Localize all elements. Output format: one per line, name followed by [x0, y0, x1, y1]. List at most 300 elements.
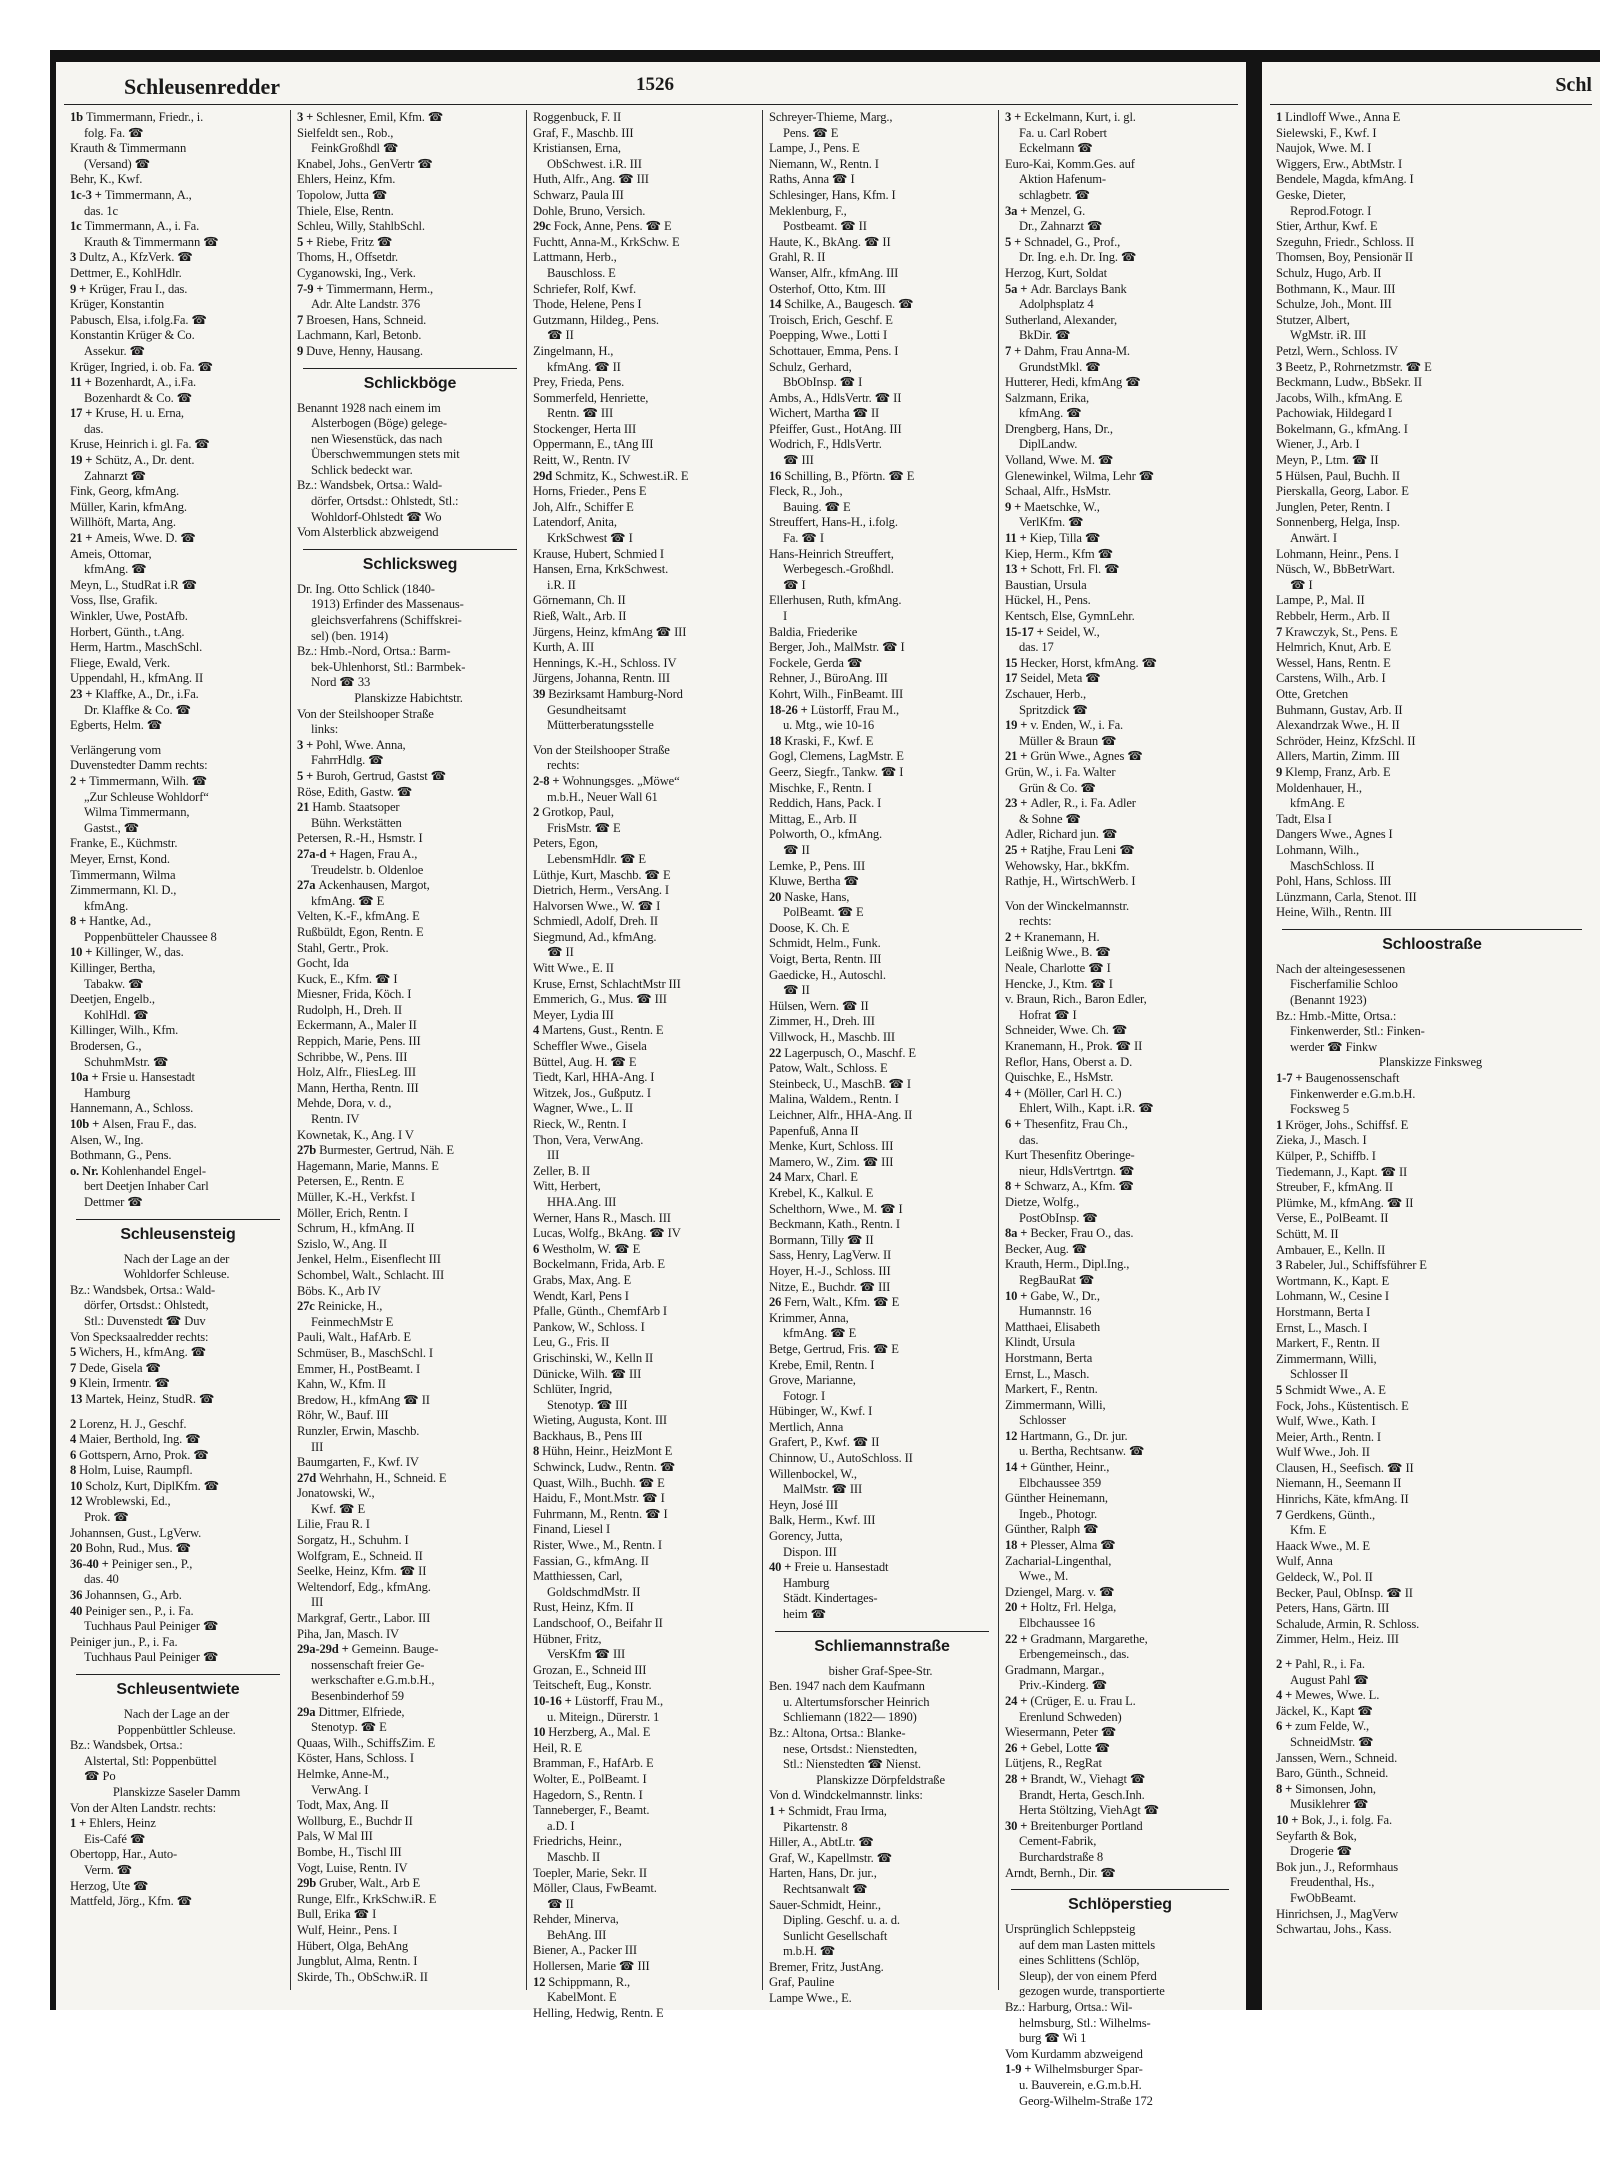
- street-note: Nach der Lage an der: [123, 1707, 230, 1721]
- entry-continuation: Maschb. II: [547, 1849, 601, 1864]
- entry-continuation: Stl.: Nienstedten ☎ Nienst.: [783, 1757, 921, 1772]
- house-number: 1 +: [70, 1816, 90, 1831]
- directory-entry: Mittag, E., Arb. II: [769, 811, 857, 826]
- directory-entry: Gradmann, Margar.,: [1005, 1662, 1105, 1677]
- directory-entry: Volland, Wwe. M. ☎: [1005, 453, 1114, 468]
- entry-continuation: Aktion Hafenum-: [1019, 172, 1106, 187]
- directory-entry: [70, 1345, 286, 1361]
- directory-entry: Plümke, M., kfmAng. ☎ II: [1276, 1195, 1414, 1210]
- directory-entry: Bz.: Wandsbek, Ortsa.: Wald-: [297, 478, 443, 493]
- directory-entry: Zimmer, Helm., Heiz. III: [1276, 1632, 1399, 1647]
- entry-continuation: Fischerfamilie Schloo: [1290, 977, 1398, 992]
- house-number: 21: [297, 800, 313, 815]
- entry-text: Hantke, Ad.,: [89, 914, 152, 929]
- directory-entry: Rebbelr, Herm., Arb. II: [1276, 609, 1390, 623]
- entry-text: Schmitz, K., Schwest.iR. E: [555, 468, 689, 483]
- entry-continuation: u. Altertumsforscher Heinrich: [783, 1694, 930, 1709]
- directory-entry: Villwock, H., Maschb. III: [769, 1030, 895, 1045]
- directory-entry: Steinbeck, U., MaschB. ☎ I: [769, 1076, 911, 1091]
- directory-entry: Wieting, Augusta, Kont. III: [533, 1413, 667, 1428]
- directory-entry: Dohle, Bruno, Versich.: [533, 203, 646, 218]
- entry-continuation: Cement-Fabrik,: [1019, 1834, 1097, 1849]
- entry-continuation: ☎ I: [1290, 577, 1313, 592]
- entry-continuation: & Sohne ☎: [1019, 811, 1081, 826]
- directory-entry: [70, 250, 286, 266]
- entry-text: Breitenburger Portland: [1030, 1818, 1143, 1833]
- entry-continuation: eines Schlittens (Schlöp,: [1019, 1953, 1140, 1968]
- house-number: 21 +: [70, 531, 96, 546]
- directory-entry: Zeller, B. II: [533, 1163, 590, 1178]
- house-number: 19 +: [70, 453, 96, 468]
- house-number: 21 +: [1005, 749, 1031, 764]
- entry-continuation: Ehlert, Wilh., Kapt. i.R. ☎: [1019, 1101, 1154, 1116]
- house-number: 26 +: [1005, 1740, 1031, 1755]
- directory-entry: Krüger, Ingried, i. ob. Fa. ☎: [70, 359, 214, 374]
- directory-entry: [533, 1694, 759, 1710]
- directory-entry: Latendorf, Anita,: [533, 515, 617, 530]
- directory-entry: Wulf, Wwe., Kath. I: [1276, 1414, 1376, 1429]
- directory-entry: [1276, 1719, 1588, 1735]
- entry-continuation: Rechtsanwalt ☎: [783, 1881, 868, 1896]
- directory-entry: Osterhof, Otto, Ktm. III: [769, 281, 886, 296]
- entry-continuation: kfmAng. ☎ E: [783, 1326, 857, 1341]
- entry-continuation: m.b.H. ☎: [783, 1944, 836, 1959]
- directory-entry: Jäckel, K., Kapt ☎: [1276, 1703, 1373, 1718]
- directory-entry: Vogt, Luise, Rentn. IV: [297, 1860, 408, 1875]
- directory-entry: Peters, Hans, Gärtn. III: [1276, 1601, 1390, 1616]
- house-number: 3a +: [1005, 203, 1031, 218]
- entry-text: Fern, Walt., Kfm. ☎ E: [784, 1295, 900, 1310]
- directory-entry: Ernst, L., Masch. I: [1276, 1320, 1368, 1335]
- entry-text: Thesenfitz, Frau Ch.,: [1024, 1117, 1128, 1131]
- entry-text: Broesen, Hans, Schneid.: [306, 312, 427, 327]
- directory-entry: Herzog, Kurt, Soldat: [1005, 265, 1107, 280]
- directory-entry: Streuber, F., kfmAng. II: [1276, 1180, 1393, 1195]
- directory-entry: [533, 1444, 759, 1460]
- directory-entry: Zimmer, H., Dreh. III: [769, 1014, 875, 1029]
- directory-entry: Becker, Paul, ObInsp. ☎ II: [1276, 1585, 1413, 1600]
- house-number: 9: [1276, 764, 1286, 779]
- directory-entry: Fuhrmann, M., Rentn. ☎ I: [533, 1506, 668, 1521]
- directory-entry: Holz, Alfr., FliesLeg. III: [297, 1065, 416, 1080]
- directory-entry: Herm, Hartm., MaschSchl.: [70, 640, 203, 655]
- directory-entry: Seelke, Heinz, Kfm. ☎ II: [297, 1564, 427, 1579]
- directory-entry: Wulf, Heinr., Pens. I: [297, 1922, 398, 1937]
- house-number: 24: [769, 1170, 785, 1185]
- directory-entry: Papenfuß, Anna II: [769, 1123, 859, 1138]
- directory-entry: Skirde, Th., ObSchw.iR. II: [297, 1969, 428, 1984]
- entry-continuation: FwObBeamt.: [1290, 1890, 1357, 1905]
- house-number: 9: [297, 343, 307, 358]
- directory-entry: [70, 1432, 286, 1448]
- entry-text: Maier, Berthold, Ing. ☎: [79, 1432, 201, 1447]
- directory-entry: [297, 1642, 523, 1658]
- directory-entry: Bz.: Harburg, Ortsa.: Wil-: [1005, 2000, 1133, 2015]
- entry-text: Plesser, Alma ☎: [1030, 1538, 1116, 1553]
- directory-entry: [1276, 1813, 1588, 1829]
- directory-entry: Ambs, A., HdlsVertr. ☎ II: [769, 390, 902, 405]
- directory-entry: Gaedicke, H., Autoschl.: [769, 967, 886, 982]
- directory-entry: Szislo, W., Ang. II: [297, 1236, 387, 1251]
- house-number: 1: [1276, 110, 1286, 124]
- house-number: 1c-3 +: [70, 187, 105, 202]
- directory-entry: Tadt, Elsa I: [1276, 811, 1332, 826]
- entry-text: (Möller, Carl H. C.): [1024, 1085, 1122, 1100]
- entry-continuation: burg ☎ Wi 1: [1019, 2031, 1087, 2046]
- directory-entry: Görnemann, Ch. II: [533, 593, 626, 608]
- entry-continuation: Georg-Wilhelm-Straße 172: [1019, 2093, 1153, 2108]
- directory-entry: [70, 1604, 286, 1620]
- entry-text: Ackenhausen, Margot,: [318, 878, 430, 893]
- entry-text: Gebel, Lotte ☎: [1030, 1740, 1111, 1755]
- directory-entry: [70, 1417, 286, 1433]
- entry-text: Gottspern, Arno, Prok. ☎: [79, 1447, 209, 1462]
- entry-text: Hecker, Horst, kfmAng. ☎: [1020, 655, 1158, 670]
- directory-entry: Bockelmann, Frida, Arb. E: [533, 1257, 665, 1272]
- house-number: 9 +: [1005, 499, 1025, 514]
- directory-entry: [1005, 282, 1235, 298]
- entry-text: zum Felde, W.,: [1295, 1719, 1369, 1734]
- directory-entry: Hans-Heinrich Streuffert,: [769, 546, 894, 561]
- entry-continuation: kfmAng. ☎ E: [311, 893, 385, 908]
- directory-entry: Winkler, Uwe, PostAfb.: [70, 609, 188, 623]
- directory-entry: Thon, Vera, VerwAng.: [533, 1132, 644, 1147]
- directory-entry: Hannemann, A., Schloss.: [70, 1101, 194, 1116]
- entry-text: Bezirksamt Hamburg-Nord: [548, 686, 683, 701]
- directory-entry: Haack Wwe., M. E: [1276, 1538, 1370, 1553]
- directory-entry: Arndt, Bernh., Dir. ☎: [1005, 1865, 1116, 1880]
- directory-entry: [297, 1299, 523, 1315]
- entry-continuation: Humannstr. 16: [1019, 1304, 1092, 1319]
- next-page-column: [1270, 110, 1592, 1990]
- directory-entry: Leu, G., Fris. II: [533, 1335, 610, 1350]
- entry-continuation: kfmAng. E: [1290, 796, 1345, 811]
- directory-entry: Ameis, Ottomar,: [70, 546, 152, 561]
- entry-continuation: nieur, HdlsVertrtgn. ☎: [1019, 1163, 1135, 1178]
- directory-entry: Müller, K.-H., Verkfst. I: [297, 1190, 415, 1204]
- entry-text: Timmermann, Wilh. ☎: [89, 773, 208, 788]
- directory-entry: [70, 1557, 286, 1573]
- house-number: 16: [769, 468, 785, 483]
- directory-entry: Graf, Pauline: [769, 1975, 835, 1990]
- entry-continuation: Alstertal, Stl: Poppenbüttel: [84, 1753, 217, 1768]
- entry-text: Hühn, Heinr., HeizMont E: [542, 1444, 673, 1459]
- directory-entry: [1005, 671, 1235, 687]
- entry-text: Bohn, Rud., Mus. ☎: [85, 1541, 192, 1556]
- directory-entry: Gutzmann, Hildeg., Pens.: [533, 312, 659, 327]
- house-number: 14: [769, 297, 785, 312]
- directory-entry: Hagedorn, S., Rentn. I: [533, 1787, 643, 1802]
- directory-entry: Beckmann, Kath., Rentn. I: [769, 1217, 900, 1232]
- entry-continuation: links:: [311, 722, 339, 737]
- directory-entry: Lampe, J., Pens. E: [769, 141, 860, 156]
- directory-entry: Sass, Henry, LagVerw. II: [769, 1248, 892, 1263]
- entry-text: Klemp, Franz, Arb. E: [1285, 764, 1391, 779]
- entry-continuation: KabelMont. E: [547, 1990, 617, 2005]
- directory-entry: Nitze, E., Buchdr. ☎ III: [769, 1279, 891, 1294]
- directory-entry: Jenkel, Helm., Eisenflecht III: [297, 1252, 441, 1267]
- directory-entry: [70, 1070, 286, 1086]
- entry-text: Reinicke, H.,: [317, 1299, 383, 1314]
- entry-text: Duve, Henny, Hausang.: [306, 343, 423, 358]
- directory-entry: Streuffert, Hans-H., i.folg.: [769, 515, 898, 530]
- entry-continuation: Alsterbogen (Böge) gelege-: [311, 416, 447, 431]
- entry-continuation: GrundstMkl. ☎: [1019, 359, 1101, 374]
- house-number: 17 +: [70, 406, 96, 421]
- entry-continuation: Elbchaussee 16: [1019, 1616, 1095, 1630]
- directory-entry: Naujok, Wwe. M. I: [1276, 141, 1372, 156]
- directory-entry: Rußbüldt, Egon, Rentn. E: [297, 924, 424, 939]
- entry-continuation: MalMstr. ☎ III: [783, 1482, 862, 1497]
- entry-continuation: Prok. ☎: [84, 1510, 129, 1525]
- directory-entry: Zschauer, Herb.,: [1005, 686, 1087, 701]
- house-number: 3 +: [297, 737, 317, 752]
- entry-continuation: Finkenwerder, Stl.: Finken-: [1290, 1024, 1425, 1039]
- directory-entry: Grahl, R. II: [769, 250, 826, 265]
- house-number: 8 +: [1276, 1781, 1296, 1796]
- directory-entry: [1276, 1258, 1588, 1274]
- entry-continuation: FrisMstr. ☎ E: [547, 820, 621, 835]
- house-number: 15: [1005, 655, 1021, 670]
- entry-continuation: Besenbinderhof 59: [311, 1689, 404, 1703]
- entry-continuation: VerwAng. I: [311, 1782, 369, 1797]
- entry-continuation: u. Mtg., wie 10-16: [783, 718, 875, 733]
- directory-entry: Lünzmann, Carla, Stenot. III: [1276, 889, 1417, 904]
- house-number: 3 +: [297, 110, 317, 124]
- entry-continuation: Priv.-Kinderg. ☎: [1019, 1678, 1108, 1693]
- directory-entry: [1005, 1538, 1235, 1554]
- house-number: 9: [70, 1376, 80, 1391]
- directory-entry: Miesner, Frida, Köch. I: [297, 987, 412, 1002]
- directory-entry: Poepping, Wwe., Lotti I: [769, 328, 888, 343]
- directory-entry: Verse, E., PolBeamt. II: [1276, 1211, 1389, 1226]
- directory-entry: [769, 1295, 995, 1311]
- entry-continuation: ☎ Po: [84, 1769, 116, 1784]
- street-heading: Schleusensteig: [76, 1219, 280, 1248]
- directory-entry: Geske, Dieter,: [1276, 187, 1346, 202]
- street-heading: Schloostraße: [1282, 929, 1582, 958]
- directory-entry: Schriefer, Rolf, Kwf.: [533, 281, 637, 296]
- house-number: 2-8 +: [533, 773, 563, 788]
- house-number: 10: [70, 1478, 86, 1493]
- directory-entry: Lampe, P., Mal. II: [1276, 593, 1365, 608]
- directory-entry: [1005, 1289, 1235, 1305]
- house-number: 23 +: [70, 686, 96, 701]
- entry-continuation: Hamburg: [783, 1575, 830, 1590]
- directory-column-5: [998, 110, 1239, 2108]
- entry-text: Wilhelmsburger Spar-: [1034, 2062, 1143, 2077]
- directory-entry: Hutterer, Hedi, kfmAng ☎: [1005, 375, 1141, 390]
- house-number: 29c: [533, 219, 554, 234]
- house-number: 1-9 +: [1005, 2062, 1035, 2077]
- house-number: 5 +: [1005, 234, 1025, 249]
- entry-continuation: m.b.H., Neuer Wall 61: [547, 789, 658, 804]
- directory-entry: Schwartau, Johs., Kass.: [1276, 1922, 1392, 1937]
- directory-entry: Stier, Arthur, Kwf. E: [1276, 219, 1378, 234]
- directory-entry: Hinrichs, Käte, kfmAng. II: [1276, 1492, 1409, 1507]
- entry-continuation: a.D. I: [547, 1818, 575, 1833]
- entry-continuation: ObSchwest. i.R. III: [547, 156, 642, 171]
- entry-text: Timmermann, A.,: [104, 187, 192, 202]
- directory-entry: Müller, Karin, kfmAng.: [70, 499, 187, 514]
- entry-continuation: Treudelstr. b. Oldenloe: [311, 862, 424, 877]
- house-number: 6: [533, 1241, 543, 1256]
- directory-entry: v. Braun, Rich., Baron Edler,: [1005, 992, 1147, 1007]
- directory-entry: Schalude, Armin, R. Schloss.: [1276, 1616, 1420, 1631]
- entry-continuation: gezogen wurde, transportierte: [1019, 1984, 1165, 1999]
- directory-entry: Lachmann, Karl, Betonb.: [297, 328, 422, 343]
- entry-continuation: „Zur Schleuse Wohldorf“: [84, 789, 209, 804]
- entry-continuation: Brandt, Herta, Gesch.Inh.: [1019, 1787, 1145, 1802]
- directory-entry: Becker, Aug. ☎: [1005, 1241, 1088, 1256]
- directory-entry: [70, 1392, 286, 1408]
- entry-continuation: BehAng. III: [547, 1927, 607, 1942]
- street-note: Planskizze Finksweg: [1378, 1055, 1483, 1070]
- directory-entry: Dietrich, Herm., VersAng. I: [533, 883, 669, 898]
- entry-continuation: III: [547, 1148, 560, 1163]
- directory-entry: Geldeck, W., Pol. II: [1276, 1570, 1373, 1585]
- directory-entry: Stutzer, Albert,: [1276, 312, 1350, 327]
- entry-continuation: VersKfm ☎ III: [547, 1647, 626, 1662]
- directory-entry: Quaas, Wilh., SchiffsZim. E: [297, 1735, 436, 1750]
- directory-entry: Topolow, Jutta ☎: [297, 187, 388, 202]
- house-number: 6 +: [1005, 1117, 1025, 1131]
- directory-entry: [1005, 1460, 1235, 1476]
- directory-entry: Schneider, Wwe. Ch. ☎: [1005, 1023, 1128, 1038]
- directory-entry: Zacharial-Lingenthal,: [1005, 1553, 1112, 1568]
- directory-entry: Kranemann, H., Prok. ☎ II: [1005, 1039, 1143, 1054]
- directory-entry: Bz.: Hmb.-Mitte, Ortsa.:: [1276, 1008, 1397, 1023]
- directory-entry: Büttel, Aug. H. ☎ E: [533, 1054, 637, 1069]
- directory-entry: Lemke, P., Pens. III: [769, 858, 865, 873]
- directory-entry: Harten, Hans, Dr. jur.,: [769, 1866, 877, 1881]
- directory-entry: Petersen, R.-H., Hsmstr. I: [297, 831, 423, 846]
- house-number: 29b: [297, 1876, 320, 1891]
- directory-entry: Graf, W., Kapellmstr. ☎: [769, 1850, 893, 1865]
- entry-continuation: schlagbetr. ☎: [1019, 187, 1091, 202]
- directory-entry: Huth, Alfr., Ang. ☎ III: [533, 172, 649, 187]
- entry-continuation: GoldschmdMstr. II: [547, 1584, 641, 1599]
- street-heading: Schlöperstieg: [1011, 1889, 1229, 1918]
- entry-continuation: Tuchhaus Paul Peiniger ☎: [84, 1650, 219, 1665]
- entry-text: Adler, R., i. Fa. Adler: [1030, 796, 1136, 811]
- directory-entry: Vom Kurdamm abzweigend: [1005, 2046, 1143, 2061]
- directory-entry: [1005, 796, 1235, 812]
- entry-continuation: Musiklehrer ☎: [1290, 1797, 1369, 1812]
- directory-entry: [70, 188, 286, 204]
- entry-continuation: das.: [84, 421, 104, 436]
- entry-continuation: Bozenhardt & Co. ☎: [84, 390, 193, 405]
- entry-continuation: (Versand) ☎: [84, 156, 151, 171]
- directory-entry: Cyganowski, Ing., Verk.: [297, 265, 416, 280]
- directory-entry: Schombel, Walt., Schlacht. III: [297, 1267, 445, 1282]
- street-note: Nach der Lage an der: [123, 1251, 230, 1266]
- directory-entry: [297, 738, 523, 754]
- directory-entry: Röhr, W., Bauf. III: [297, 1408, 389, 1423]
- directory-entry: [1005, 1117, 1235, 1133]
- directory-entry: [1005, 344, 1235, 360]
- directory-entry: Clausen, H., Seefisch. ☎ II: [1276, 1460, 1414, 1475]
- entry-continuation: Dettmer ☎: [84, 1194, 143, 1209]
- entry-continuation: FeinmechMstr E: [311, 1314, 394, 1329]
- entry-continuation: Elbchaussee 359: [1019, 1475, 1102, 1490]
- directory-entry: [70, 531, 286, 547]
- house-number: 2: [70, 1416, 80, 1431]
- directory-entry: Kahn, W., Kfm. II: [297, 1377, 386, 1392]
- directory-entry: Külper, P., Schiffb. I: [1276, 1149, 1376, 1163]
- directory-entry: [1276, 1383, 1588, 1399]
- entry-continuation: nese, Ortsdst.: Nienstedten,: [783, 1741, 917, 1756]
- entry-continuation: ☎ II: [783, 842, 810, 857]
- entry-text: Kiep, Tilla ☎: [1029, 531, 1101, 546]
- directory-entry: Von der Winckelmannstr.: [1005, 898, 1129, 913]
- entry-text: Maetschke, W.,: [1024, 499, 1100, 514]
- directory-entry: [1005, 656, 1235, 672]
- directory-entry: Thiele, Else, Rentn.: [297, 203, 394, 218]
- directory-entry: Geerz, Siegfr., Tankw. ☎ I: [769, 764, 904, 779]
- entry-text: Martek, Heinz, StudR. ☎: [85, 1391, 215, 1406]
- directory-entry: [70, 1588, 286, 1604]
- entry-continuation: Schliemann (1822— 1890): [783, 1710, 917, 1725]
- entry-continuation: (Benannt 1923): [1290, 993, 1367, 1008]
- house-number: 18-26 +: [769, 702, 811, 717]
- entry-continuation: dörfer, Ortsdst.: Ohlstedt,: [84, 1298, 209, 1313]
- directory-entry: Duvenstedter Damm rechts:: [70, 758, 208, 773]
- entry-text: Baugenossenschaft: [1305, 1071, 1400, 1086]
- directory-entry: [70, 110, 286, 126]
- house-number: 10b +: [70, 1117, 103, 1131]
- directory-entry: Grafert, P., Kwf. ☎ II: [769, 1435, 880, 1450]
- directory-entry: Krauth & Timmermann: [70, 141, 187, 156]
- directory-entry: Rehder, Minerva,: [533, 1912, 619, 1927]
- directory-entry: Finand, Liesel I: [533, 1522, 610, 1537]
- directory-entry: [1276, 765, 1588, 781]
- entry-continuation: gleichsverfahrens (Schiffskrei-: [311, 613, 462, 628]
- directory-entry: Seyfarth & Bok,: [1276, 1828, 1357, 1843]
- entry-continuation: Wilma Timmermann,: [84, 805, 190, 820]
- directory-entry: Wagner, Wwe., L. II: [533, 1101, 633, 1116]
- directory-entry: Von Specksaalredder rechts:: [70, 1329, 209, 1344]
- directory-entry: Kurt Thesenfitz Oberinge-: [1005, 1148, 1135, 1163]
- directory-entry: Wanser, Alfr., kfmAng. III: [769, 265, 899, 280]
- entry-text: Schütz, A., Dr. dent.: [95, 453, 195, 468]
- directory-entry: Doose, K. Ch. E: [769, 920, 850, 935]
- directory-entry: Verlängerung vom: [70, 742, 161, 757]
- directory-entry: Günther Heinemann,: [1005, 1491, 1108, 1506]
- entry-continuation: folg. Fa. ☎: [84, 125, 144, 140]
- directory-entry: Horstmann, Berta I: [1276, 1304, 1371, 1319]
- directory-entry: Bombe, H., Tischl III: [297, 1844, 402, 1859]
- directory-entry: [1005, 1772, 1235, 1788]
- directory-entry: Mann, Hertha, Rentn. III: [297, 1080, 419, 1095]
- directory-entry: [70, 1448, 286, 1464]
- entry-continuation: i.R. II: [547, 577, 576, 592]
- directory-entry: [1005, 1819, 1235, 1835]
- entry-continuation: FahrrHdlg. ☎: [311, 753, 384, 768]
- directory-entry: Kuck, E., Kfm. ☎ I: [297, 971, 398, 986]
- directory-entry: Heyn, José III: [769, 1497, 838, 1512]
- directory-entry: Johannsen, Gust., LgVerw.: [70, 1525, 202, 1540]
- directory-column-1: [64, 110, 290, 1990]
- directory-entry: Betge, Gertrud, Fris. ☎ E: [769, 1341, 899, 1356]
- directory-entry: Reppich, Marie, Pens. III: [297, 1034, 421, 1049]
- house-number: 7: [1276, 624, 1286, 639]
- directory-entry: Mamero, W., Zim. ☎ III: [769, 1154, 894, 1169]
- directory-entry: [1276, 360, 1588, 376]
- house-number: 5 +: [297, 234, 317, 249]
- entry-text: Ameis, Wwe. D. ☎: [95, 531, 196, 546]
- directory-entry: Tiedt, Karl, HHA-Ang. I: [533, 1070, 655, 1085]
